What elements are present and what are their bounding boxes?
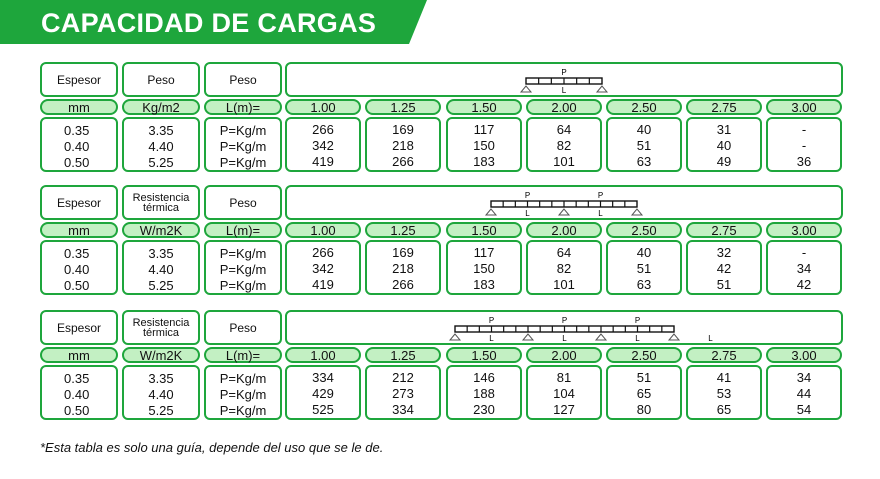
capacity-value: 169 [392,245,414,260]
span-pill: 1.50 [446,222,522,238]
capacity-value: 36 [796,154,812,169]
cell-espesor: 0.35 [64,123,90,138]
span-pill: 1.25 [365,99,441,115]
point-load-label: P [597,191,604,200]
header-label-peso: Peso [229,72,257,87]
cell-peso: P=Kg/m [219,139,267,154]
header-label-espesor: Espesor [56,195,102,210]
capacity-value: 34 [796,261,812,276]
unit-pill-col2: W/m2K [122,222,200,238]
cell-espesor: 0.50 [64,403,90,418]
header-label-espesor: Espesor [56,320,102,335]
cell-col2: 4.40 [148,139,174,154]
capacity-value: 42 [796,277,812,292]
capacity-value: 334 [392,402,414,417]
capacity-value: 334 [312,370,334,385]
capacity-value: 218 [392,261,414,276]
data-box-col2 [122,365,200,420]
cell-peso: P=Kg/m [219,278,267,293]
header-box-col2 [122,62,200,97]
span-pill: 1.00 [285,347,361,363]
capacity-value: 51 [636,370,652,385]
capacity-value: 40 [636,122,652,137]
span-pill: 1.25 [365,222,441,238]
span-pill: 2.75 [686,347,762,363]
support-triangle-icon [450,334,460,340]
support-triangle-icon [559,209,569,215]
footnote: *Esta tabla es solo una guía, depende del uso que se le de. [40,440,384,455]
support-triangle-icon [523,334,533,340]
span-length-label: L [598,209,603,218]
data-box-col2 [122,117,200,172]
capacity-value: 40 [636,245,652,260]
span-pill: 2.75 [686,99,762,115]
span-pill: 2.75 [686,222,762,238]
span-pill: 1.25 [365,347,441,363]
value-column-box [766,117,842,172]
cell-col2: 3.35 [148,246,174,261]
span-length-label: L [525,209,530,218]
value-column-box [285,117,361,172]
span-pill: 2.00 [526,347,602,363]
capacity-value: 80 [636,402,652,417]
capacity-value: 54 [796,402,812,417]
value-column-box [446,365,522,420]
capacity-value: 51 [636,138,652,153]
capacity-value: 82 [556,138,572,153]
capacity-value: 31 [716,122,732,137]
point-load-label: P [561,68,567,77]
capacity-value: 65 [636,386,652,401]
capacity-value: - [801,245,807,260]
point-load-label: P [488,316,494,325]
cell-peso: P=Kg/m [219,123,267,138]
support-triangle-icon [521,86,531,92]
header-label-col2: Peso [147,72,175,87]
load-diagram-box [285,185,843,220]
cell-col2: 4.40 [148,387,174,402]
capacity-value: 53 [716,386,732,401]
capacity-value: 212 [392,370,414,385]
header-label-col2: Resistencia térmica [132,316,190,339]
unit-pill-espesor: mm [40,222,118,238]
cell-peso: P=Kg/m [219,371,267,386]
cell-col2: 5.25 [148,278,174,293]
beam-diagram [516,66,612,94]
span-pill: 2.50 [606,347,682,363]
data-box-peso [204,365,282,420]
cell-col2: 3.35 [148,123,174,138]
capacity-value: 51 [636,261,652,276]
unit-pill-peso: L(m)= [204,99,282,115]
capacity-value: 419 [312,277,334,292]
header-box-col2 [122,310,200,345]
capacity-value: 266 [312,245,334,260]
value-column-box [606,240,682,295]
data-box-espesor [40,365,118,420]
cell-col2: 3.35 [148,371,174,386]
capacity-value: 429 [312,386,334,401]
span-pill: 2.00 [526,99,602,115]
capacity-value: 150 [473,261,495,276]
cell-peso: P=Kg/m [219,155,267,170]
point-load-label: P [561,316,567,325]
value-column-box [365,365,441,420]
unit-pill-peso: L(m)= [204,222,282,238]
load-diagram-box [285,310,843,345]
span-pill: 1.50 [446,347,522,363]
data-box-peso [204,240,282,295]
cell-espesor: 0.40 [64,139,90,154]
capacity-value: 44 [796,386,812,401]
cell-espesor: 0.50 [64,278,90,293]
capacity-value: 419 [312,154,334,169]
support-triangle-icon [596,334,606,340]
capacity-value: 342 [312,261,334,276]
cell-peso: P=Kg/m [219,403,267,418]
value-column-box [365,240,441,295]
unit-pill-col2: Kg/m2 [122,99,200,115]
cell-col2: 5.25 [148,155,174,170]
capacity-value: - [801,122,807,137]
capacity-value: 101 [553,277,575,292]
header-box-espesor [40,62,118,97]
capacity-value: 127 [553,402,575,417]
value-column-box [766,365,842,420]
data-box-peso [204,117,282,172]
page-title: CAPACIDAD DE CARGAS [41,8,377,38]
capacity-value: 81 [556,370,572,385]
cell-espesor: 0.35 [64,371,90,386]
capacity-value: 525 [312,402,334,417]
capacity-value: 64 [556,245,572,260]
value-column-box [686,117,762,172]
capacity-value: 82 [556,261,572,276]
value-column-box [446,240,522,295]
header-box-espesor [40,185,118,220]
capacity-value: 188 [473,386,495,401]
value-column-box [526,117,602,172]
value-column-box [365,117,441,172]
capacity-value: 146 [473,370,495,385]
capacity-value: 218 [392,138,414,153]
capacity-value: 266 [392,154,414,169]
value-column-box [285,240,361,295]
value-column-box [766,240,842,295]
span-pill: 1.00 [285,222,361,238]
header-label-peso: Peso [229,320,257,335]
cell-espesor: 0.40 [64,387,90,402]
unit-pill-col2: W/m2K [122,347,200,363]
capacity-value: 49 [716,154,732,169]
value-column-box [526,240,602,295]
value-column-box [686,365,762,420]
capacity-value: 63 [636,277,652,292]
span-length-label: L [707,334,713,343]
span-pill: 2.50 [606,222,682,238]
span-pill: 1.50 [446,99,522,115]
support-triangle-icon [597,86,607,92]
capacity-value: 273 [392,386,414,401]
cell-espesor: 0.50 [64,155,90,170]
data-box-col2 [122,240,200,295]
capacity-value: 42 [716,261,732,276]
value-column-box [446,117,522,172]
capacity-value: 40 [716,138,732,153]
span-pill: 2.50 [606,99,682,115]
header-box-peso [204,310,282,345]
value-column-box [526,365,602,420]
value-column-box [606,117,682,172]
span-pill: 3.00 [766,99,842,115]
capacity-value: 266 [312,122,334,137]
unit-pill-espesor: mm [40,99,118,115]
load-diagram-box [285,62,843,97]
span-length-label: L [561,86,567,95]
capacity-value: 41 [716,370,732,385]
capacity-value: 63 [636,154,652,169]
header-box-peso [204,62,282,97]
capacity-value: - [801,138,807,153]
unit-pill-peso: L(m)= [204,347,282,363]
capacity-value: 169 [392,122,414,137]
capacity-value: 101 [553,154,575,169]
header-label-peso: Peso [229,195,257,210]
cell-peso: P=Kg/m [219,387,267,402]
header-box-col2 [122,185,200,220]
capacity-value: 64 [556,122,572,137]
capacity-value: 51 [716,277,732,292]
capacity-value: 32 [716,245,732,260]
span-pill: 3.00 [766,347,842,363]
span-length-label: L [488,334,494,343]
span-pill: 3.00 [766,222,842,238]
header-label-col2: Resistencia térmica [132,191,190,214]
value-column-box [606,365,682,420]
cell-peso: P=Kg/m [219,262,267,277]
span-pill: 1.00 [285,99,361,115]
beam-diagram [481,189,647,217]
header-box-peso [204,185,282,220]
capacity-value: 150 [473,138,495,153]
capacity-value: 65 [716,402,732,417]
span-length-label: L [561,334,567,343]
capacity-value: 266 [392,277,414,292]
capacity-value: 230 [473,402,495,417]
cell-col2: 4.40 [148,262,174,277]
header-box-espesor [40,310,118,345]
header-label-espesor: Espesor [56,72,102,87]
capacity-value: 342 [312,138,334,153]
title-banner [0,0,440,44]
capacity-value: 104 [553,386,575,401]
capacity-value: 183 [473,277,495,292]
capacity-value: 34 [796,370,812,385]
support-triangle-icon [486,209,496,215]
data-box-espesor [40,240,118,295]
beam-diagram [445,314,713,343]
cell-espesor: 0.40 [64,262,90,277]
value-column-box [285,365,361,420]
span-length-label: L [634,334,640,343]
capacity-value: 117 [473,122,495,137]
span-pill: 2.00 [526,222,602,238]
data-box-espesor [40,117,118,172]
capacity-value: 117 [473,245,495,260]
point-load-label: P [524,191,531,200]
cell-peso: P=Kg/m [219,246,267,261]
support-triangle-icon [669,334,679,340]
cell-espesor: 0.35 [64,246,90,261]
point-load-label: P [634,316,640,325]
capacity-value: 183 [473,154,495,169]
cell-col2: 5.25 [148,403,174,418]
support-triangle-icon [632,209,642,215]
unit-pill-espesor: mm [40,347,118,363]
value-column-box [686,240,762,295]
